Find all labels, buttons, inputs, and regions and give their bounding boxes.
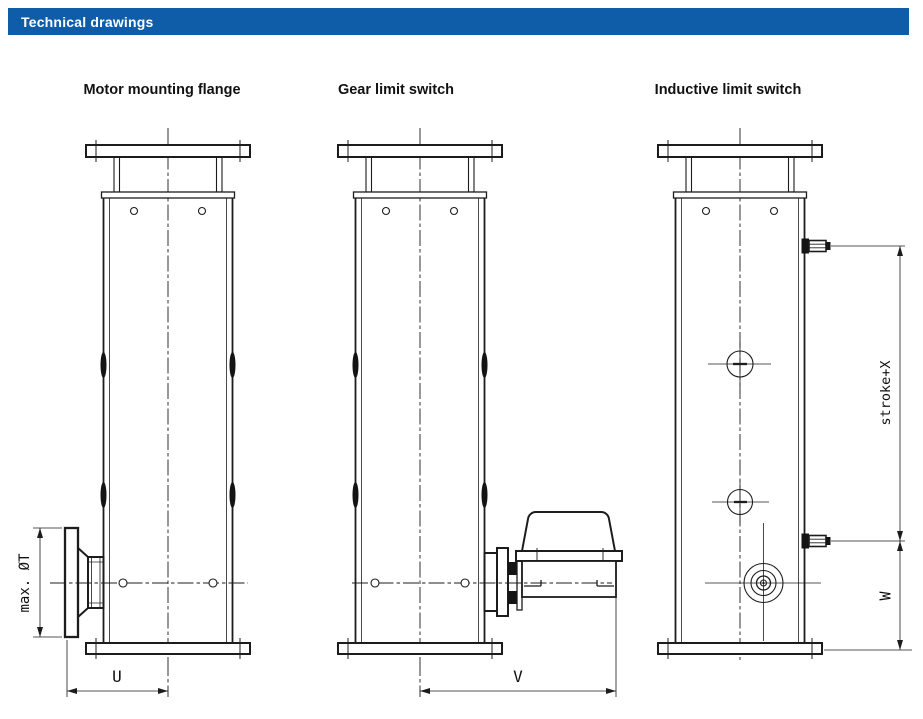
motor-flange-shape: [65, 528, 104, 697]
drawing-title-inductive-switch: Inductive limit switch: [654, 82, 802, 98]
column-outline: [658, 128, 822, 660]
dimension-label-v: V: [513, 667, 523, 686]
column-outline: [338, 128, 502, 660]
dimension-label-max-diameter: max. ØT: [17, 553, 33, 613]
position-hole-upper: [708, 342, 771, 386]
dimension-label-stroke-x: stroke+X: [878, 360, 894, 426]
dimension-label-w: W: [876, 591, 895, 601]
section-title: Technical drawings: [21, 13, 154, 30]
dimension-u: [67, 667, 168, 694]
drawing-title-gear-switch: Gear limit switch: [337, 82, 455, 98]
dimension-stroke-x: [831, 246, 905, 541]
inductive-sensor-top: [802, 239, 831, 254]
dimension-label-u: U: [112, 667, 122, 686]
drawing-inductive-switch: [658, 128, 912, 660]
drawing-title-motor-flange: Motor mounting flange: [83, 82, 241, 98]
drawing-motor-flange: [17, 128, 250, 697]
gear-switch-housing: [485, 512, 623, 616]
drawing-gear-switch: [338, 128, 622, 697]
dimension-w: [824, 541, 912, 650]
position-hole-lower: [712, 480, 769, 524]
column-outline: [86, 128, 250, 660]
inductive-sensor-bottom: [802, 534, 831, 549]
dimension-max-diameter-t: [17, 528, 62, 637]
